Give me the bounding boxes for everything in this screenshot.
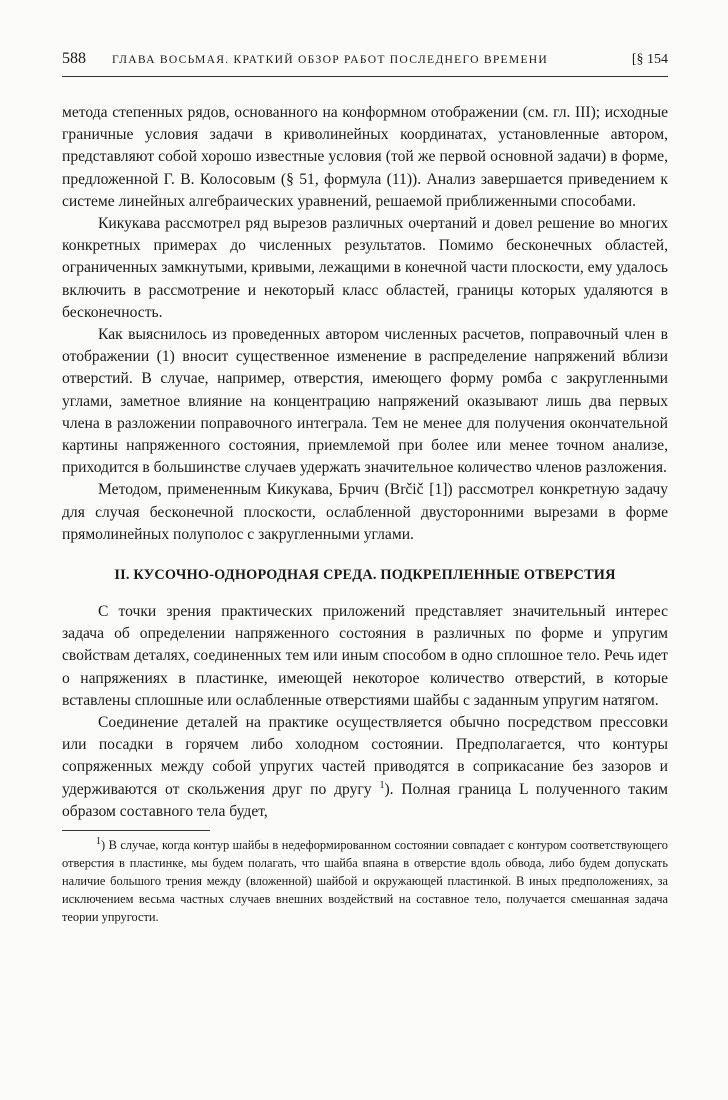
paragraph-6 [62, 712, 668, 823]
paragraph-2: Кикукава рассмотрел ряд вырезов различных очертаний и довел решение во многих конкретных примерах до численных результатов. Помимо бесконечных областей, ограниченных замкнутыми, кривыми, лежащими в конечной части плоскости, ему удалось включить в рассмотрение и некоторый класс областей, границы которых удаляются в бесконечность. [62, 215, 668, 321]
footnote-text: ) В случае, когда контур шайбы в недеформированном состоянии совпадает с контуром соответствующего отверстия в пластинке, мы будем полагать, что шайба впаяна в отверстие вдоль обвода, либо будем допускать наличие большого трения между (вложенной) шайбой и окружающей пластинкой. В иных предположениях, за исключением весьма частных случаев внешних воздействий на составное тело, получается смешанная задача теории упругости. [62, 838, 668, 925]
paragraph-1: метода степенных рядов, основанного на конформном отображении (см. гл. III); исходные граничные условия задачи в криволинейных координатах, установленные автором, представляют собой хорошо известные условия (той же первой основной задачи) в форме, предложенной Г. В. Колосовым (§ 51, формула (11)). Анализ завершается приведением к системе линейных алгебраических уравнений, решаемой приближенными способами. [62, 104, 668, 210]
paragraph-4: Методом, примененным Кикукава, Брчич (Brčič [1]) рассмотрел конкретную задачу для случая бесконечной плоскости, ослабленной двусторонними вырезами в форме прямолинейных полуполос с закругленными углами. [62, 481, 668, 543]
footnote-reference: 1 [379, 779, 385, 791]
paragraph-6-text: Соединение деталей на практике осуществляется обычно посредством прессовки или посадки в горячем либо холодном состоянии. Предполагается, что контуры сопряженных между собой упругих частей приводятся в соприкасание без зазоров и удерживаются от скольжения друг по другу [62, 714, 668, 798]
section-heading: II. КУСОЧНО-ОДНОРОДНАЯ СРЕДА. ПОДКРЕПЛЕННЫЕ ОТВЕРСТИЯ [114, 567, 616, 584]
book-page [62, 50, 668, 926]
footnote-mark: 1 [96, 835, 101, 847]
section-reference: [§ 154 [631, 52, 668, 67]
paragraph-6-tail: ). Полная граница L полученного таким образом составного тела будет, [62, 780, 668, 820]
paragraph-5: С точки зрения практических приложений представляет значительный интерес задача об определении напряженного состояния в различных по форме и упругим свойствам деталях, соединенных тем или иным способом в одно сплошное тело. Речь идет о напряжениях в пластинке, имеющей некоторое количество отверстий, в которые вставлены сплошные или ослабленные отверстиями шайбы с заданным упругим натягом. [62, 603, 668, 709]
footnote [62, 836, 668, 926]
footnote-rule [62, 830, 210, 831]
page-number: 588 [62, 50, 86, 67]
running-title: ГЛАВА ВОСЬМАЯ. КРАТКИЙ ОБЗОР РАБОТ ПОСЛЕДНЕГО ВРЕМЕНИ [112, 53, 549, 66]
running-header [62, 50, 668, 77]
paragraph-3: Как выяснилось из проведенных автором численных расчетов, поправочный член в отображении (1) вносит существенное изменение в распределение напряжений вблизи отверстий. В случае, например, отверстия, имеющего форму ромба с закругленными углами, заметное влияние на концентрацию напряжений оказывают лишь два первых члена в разложении поправочного интеграла. Тем не менее для получения окончательной картины напряженного состояния, приемлемой при более или менее точном анализе, приходится в большинстве случаев удержать значительное количество членов разложения. [62, 326, 668, 477]
page-body [62, 102, 668, 823]
